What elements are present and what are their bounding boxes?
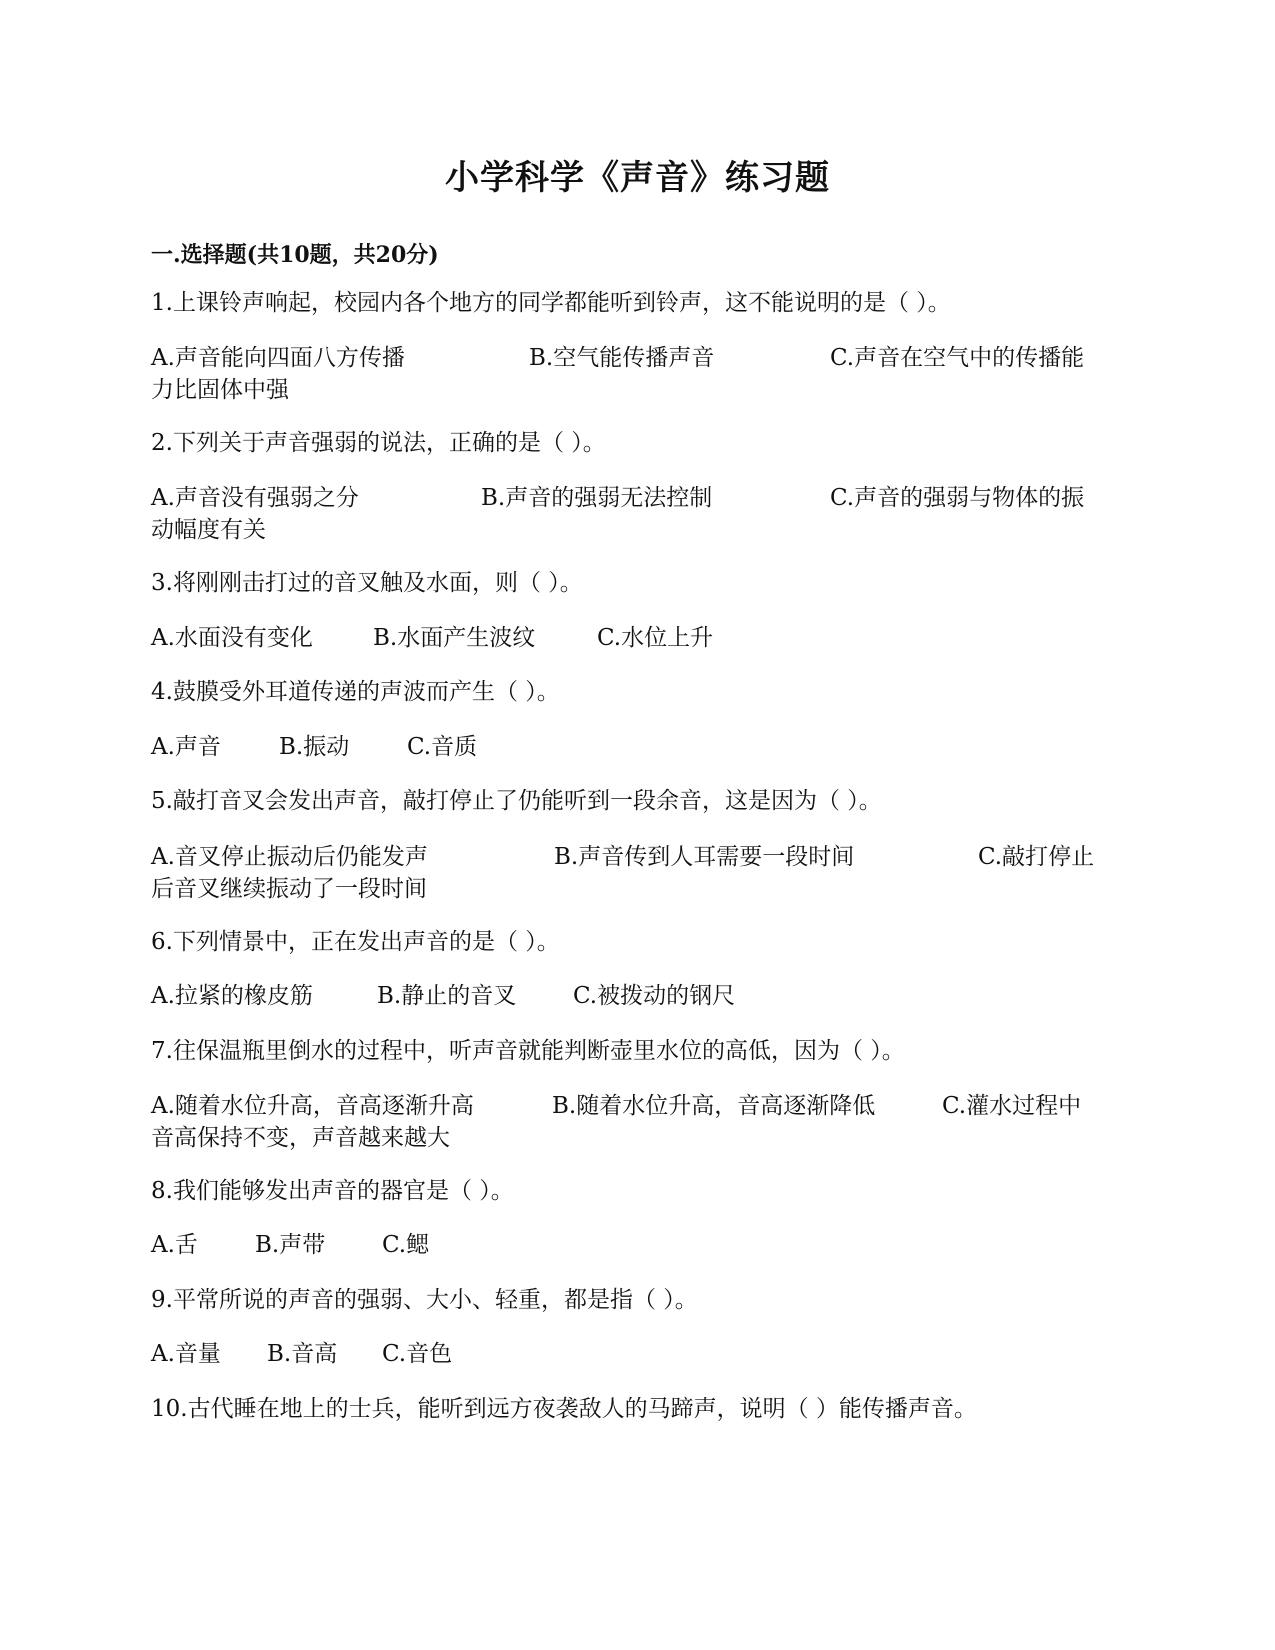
option-b: B.水面产生波纹 bbox=[373, 625, 536, 651]
option-c: C.音色 bbox=[382, 1341, 453, 1367]
option-c: C.声音在空气中的传播能 bbox=[830, 345, 1085, 371]
option-wrap-line: 音高保持不变，声音越来越大 bbox=[151, 1125, 450, 1151]
question-options-3 bbox=[151, 622, 1126, 654]
option-c: C.水位上升 bbox=[597, 625, 714, 651]
question-options-7 bbox=[151, 1090, 1126, 1154]
option-b: B.音高 bbox=[267, 1341, 338, 1367]
option-b: B.声带 bbox=[255, 1232, 326, 1258]
option-a: A.舌 bbox=[151, 1232, 198, 1258]
question-stem-4: 4.鼓膜受外耳道传递的声波而产生（ ）。 bbox=[151, 679, 560, 705]
option-wrap-line: 力比固体中强 bbox=[151, 377, 289, 403]
option-a: A.音量 bbox=[151, 1341, 221, 1367]
option-a: A.拉紧的橡皮筋 bbox=[151, 983, 313, 1009]
question-options-2 bbox=[151, 482, 1126, 546]
option-c: C.灌水过程中 bbox=[942, 1093, 1082, 1119]
option-wrap-line: 后音叉继续振动了一段时间 bbox=[151, 876, 427, 902]
question-options-5 bbox=[151, 841, 1126, 905]
question-stem-6: 6.下列情景中，正在发出声音的是（ ）。 bbox=[151, 929, 560, 955]
question-stem-3: 3.将刚刚击打过的音叉触及水面，则（ ）。 bbox=[151, 570, 583, 596]
option-a: A.声音能向四面八方传播 bbox=[151, 345, 405, 371]
question-stem-1: 1.上课铃声响起，校园内各个地方的同学都能听到铃声，这不能说明的是（ ）。 bbox=[151, 290, 951, 316]
question-options-9 bbox=[151, 1338, 1126, 1370]
option-b: B.随着水位升高，音高逐渐降低 bbox=[552, 1093, 876, 1119]
option-a: A.音叉停止振动后仍能发声 bbox=[151, 844, 428, 870]
option-c: C.被拨动的钢尺 bbox=[573, 983, 736, 1009]
option-c: C.声音的强弱与物体的振 bbox=[830, 485, 1085, 511]
question-options-4 bbox=[151, 731, 1126, 763]
question-options-6 bbox=[151, 980, 1126, 1012]
question-stem-8: 8.我们能够发出声音的器官是（ ）。 bbox=[151, 1178, 514, 1204]
question-options-8 bbox=[151, 1229, 1126, 1261]
question-stem-7: 7.往保温瓶里倒水的过程中，听声音就能判断壶里水位的高低，因为（ ）。 bbox=[151, 1038, 905, 1064]
option-wrap-line: 动幅度有关 bbox=[151, 517, 266, 543]
option-a: A.随着水位升高，音高逐渐升高 bbox=[151, 1093, 474, 1119]
option-b: B.振动 bbox=[279, 734, 350, 760]
question-options-1 bbox=[151, 342, 1126, 406]
option-a: A.水面没有变化 bbox=[151, 625, 313, 651]
option-a: A.声音 bbox=[151, 734, 221, 760]
option-c: C.鳃 bbox=[382, 1232, 430, 1258]
option-c: C.敲打停止 bbox=[978, 844, 1095, 870]
option-b: B.空气能传播声音 bbox=[529, 345, 715, 371]
question-stem-10: 10.古代睡在地上的士兵，能听到远方夜袭敌人的马蹄声，说明（ ）能传播声音。 bbox=[151, 1396, 977, 1422]
option-b: B.声音的强弱无法控制 bbox=[481, 485, 713, 511]
option-c: C.音质 bbox=[407, 734, 478, 760]
option-b: B.声音传到人耳需要一段时间 bbox=[554, 844, 855, 870]
option-b: B.静止的音叉 bbox=[377, 983, 517, 1009]
section-heading: 一.选择题(共10题，共20分) bbox=[151, 242, 439, 268]
question-stem-5: 5.敲打音叉会发出声音，敲打停止了仍能听到一段余音，这是因为（ ）。 bbox=[151, 788, 882, 814]
question-stem-2: 2.下列关于声音强弱的说法，正确的是（ ）。 bbox=[151, 430, 606, 456]
option-a: A.声音没有强弱之分 bbox=[151, 485, 359, 511]
question-stem-9: 9.平常所说的声音的强弱、大小、轻重，都是指（ ）。 bbox=[151, 1287, 698, 1313]
page-title: 小学科学《声音》练习题 bbox=[445, 158, 830, 198]
